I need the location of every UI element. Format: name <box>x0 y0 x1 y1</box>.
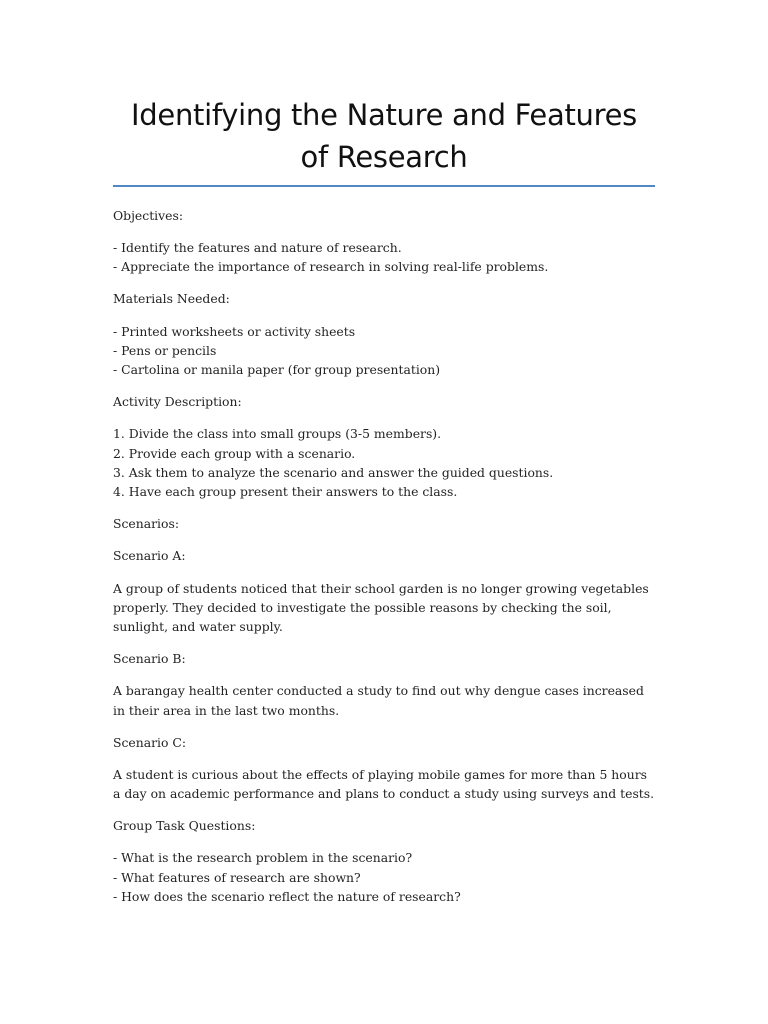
activity-heading: Activity Description: <box>113 394 242 410</box>
questions-heading: Group Task Questions: <box>113 818 256 834</box>
list-item: - Pens or pencils <box>113 342 217 358</box>
document-title: Identifying the Nature and Features of Research <box>131 98 637 174</box>
materials-list <box>113 322 655 380</box>
list-item: - Identify the features and nature of research. <box>113 240 402 256</box>
list-item: 4. Have each group present their answers to the class. <box>113 484 458 500</box>
scenario-b-heading: Scenario B: <box>113 651 186 667</box>
materials-heading: Materials Needed: <box>113 291 230 307</box>
objectives-list <box>113 238 655 277</box>
objectives-heading: Objectives: <box>113 208 184 223</box>
title-underline <box>113 185 655 187</box>
list-item: - How does the scenario reflect the nature of research? <box>113 888 461 904</box>
scenario-b-text: A barangay health center conducted a study to find out why dengue cases increased in their area in the last two months. <box>113 683 644 718</box>
list-item: - Appreciate the importance of research in solving real-life problems. <box>113 259 549 275</box>
scenarios-heading: Scenarios: <box>113 516 180 532</box>
list-item: 3. Ask them to analyze the scenario and answer the guided questions. <box>113 464 554 480</box>
list-item: - Cartolina or manila paper (for group presentation) <box>113 362 441 378</box>
activity-steps-list <box>113 424 655 501</box>
list-item: - Printed worksheets or activity sheets <box>113 323 356 339</box>
document-body <box>113 206 655 906</box>
scenario-a-text: A group of students noticed that their school garden is no longer growing vegetables properly. They decided to investigate the possible reasons by checking the soil, sunlight, and water supply. <box>113 580 649 635</box>
scenario-a-heading: Scenario A: <box>113 548 186 564</box>
list-item: - What is the research problem in the scenario? <box>113 850 413 866</box>
scenario-c-text: A student is curious about the effects of playing mobile games for more than 5 hours a day on academic performance and plans to conduct a study using surveys and tests. <box>113 766 655 802</box>
document-page <box>113 94 655 919</box>
questions-list <box>113 848 655 906</box>
list-item: 2. Provide each group with a scenario. <box>113 445 356 461</box>
list-item: - What features of research are shown? <box>113 869 361 885</box>
list-item: 1. Divide the class into small groups (3-5 members). <box>113 426 442 442</box>
scenario-c-heading: Scenario C: <box>113 734 187 750</box>
